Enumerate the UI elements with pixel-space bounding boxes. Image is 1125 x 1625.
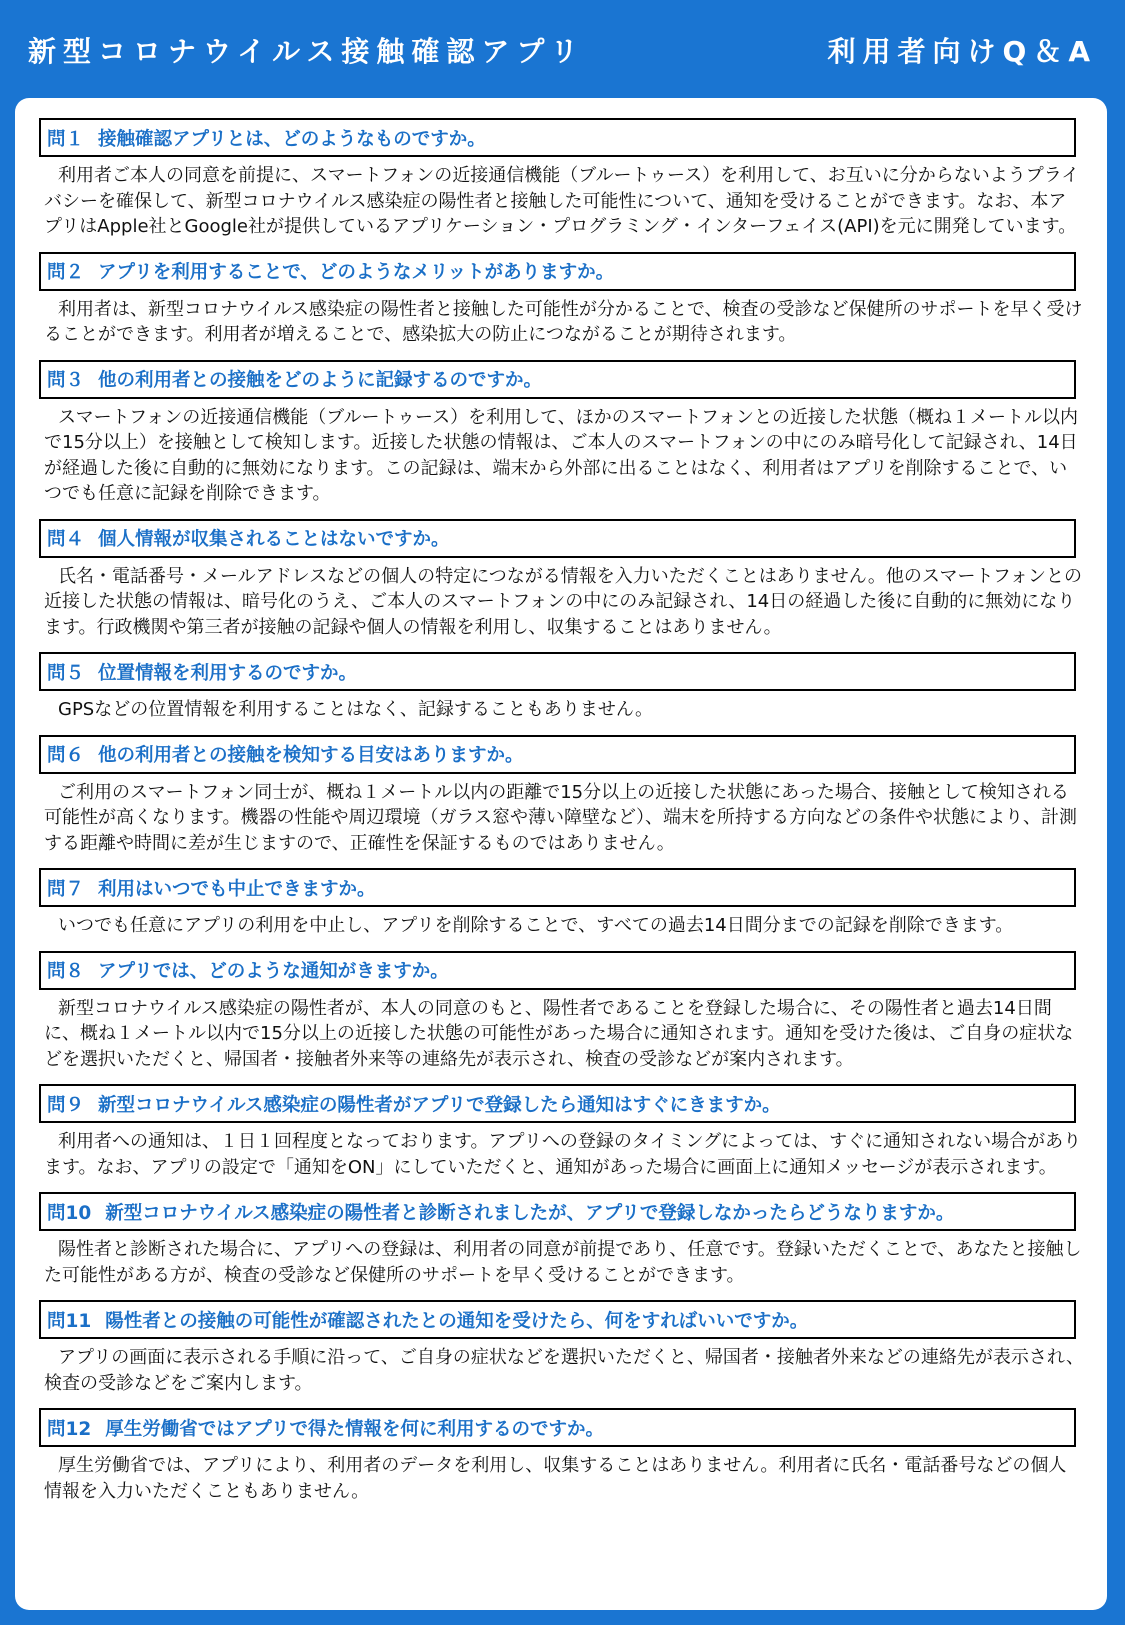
question-number: 問５ xyxy=(47,662,85,684)
question-number: 問３ xyxy=(47,370,85,391)
answer-text: 利用者への通知は、１日１回程度となっております。アプリへの登録のタイミングによっては、すぐに通知されない場合があります。なお、アプリの設定で「通知をON」にしていただくと、通知があった場合に画面上に通知メッセージが表示されます。 xyxy=(44,1131,1082,1178)
answer-text: いつでも任意にアプリの利用を中止し、アプリを削除することで、すべての過去14日間分までの記録を削除できます。 xyxy=(58,915,1014,936)
question-number: 問９ xyxy=(47,1094,85,1116)
page-title: 新型コロナウイルス接触確認アプリ xyxy=(28,35,586,68)
question-box xyxy=(39,868,1076,907)
question-number: 問10 xyxy=(47,1202,92,1224)
answer-text: 厚生労働省では、アプリにより、利用者のデータを利用し、収集することはありません。利用者に氏名・電話番号などの個人情報を入力いただくこともありません。 xyxy=(44,1455,1067,1502)
question-box xyxy=(39,951,1076,990)
qa-item xyxy=(39,868,1076,939)
answer-text: アプリの画面に表示される手順に沿って、ご自身の症状などを選択いただくと、帰国者・接触者外来などの連絡先が表示され、検査の受診などをご案内します。 xyxy=(44,1347,1084,1394)
question-text: 新型コロナウイルス感染症の陽性者がアプリで登録したら通知はすぐにきますか。 xyxy=(98,1094,781,1116)
qa-item xyxy=(39,360,1076,507)
question-number: 問７ xyxy=(47,878,85,900)
qa-item xyxy=(39,652,1076,723)
question-text: 個人情報が収集されることはないですか。 xyxy=(98,529,450,550)
question-number: 問12 xyxy=(47,1418,92,1440)
question-box xyxy=(39,519,1076,558)
question-text: アプリを利用することで、どのようなメリットがありますか。 xyxy=(98,262,615,283)
question-text: 接触確認アプリとは、どのようなものですか。 xyxy=(98,128,486,150)
question-number: 問２ xyxy=(47,262,85,283)
question-box xyxy=(39,252,1076,291)
question-number: 問11 xyxy=(47,1310,92,1332)
answer-text: GPSなどの位置情報を利用することはなく、記録することもありません。 xyxy=(58,699,653,720)
question-text: 新型コロナウイルス感染症の陽性者と診断されましたが、アプリで登録しなかったらどうなりますか。 xyxy=(105,1202,955,1224)
question-box xyxy=(39,118,1076,157)
question-text: 他の利用者との接触をどのように記録するのですか。 xyxy=(98,370,543,391)
question-box xyxy=(39,1192,1076,1231)
qa-item xyxy=(39,1300,1084,1396)
qa-item xyxy=(39,1084,1082,1180)
qa-item xyxy=(39,735,1076,857)
question-box xyxy=(39,652,1076,691)
question-text: 陽性者との接触の可能性が確認されたとの通知を受けたら、何をすればいいですか。 xyxy=(105,1310,809,1332)
question-number: 問１ xyxy=(47,128,85,150)
qa-item xyxy=(39,1192,1082,1288)
question-box xyxy=(39,735,1076,774)
qa-item xyxy=(39,118,1080,240)
question-number: 問８ xyxy=(47,961,85,982)
question-box xyxy=(39,360,1076,399)
question-text: 位置情報を利用するのですか。 xyxy=(98,662,358,684)
question-text: 厚生労働省ではアプリで得た情報を何に利用するのですか。 xyxy=(105,1418,605,1440)
question-box xyxy=(39,1300,1076,1339)
question-number: 問４ xyxy=(47,529,85,550)
question-box xyxy=(39,1084,1076,1123)
qa-item xyxy=(39,951,1076,1073)
answer-text: 利用者ご本人の同意を前提に、スマートフォンの近接通信機能（ブルートゥース）を利用して、お互いに分からないようプライバシーを確保して、新型コロナウイルス感染症の陽性者と接触した可能性について、通知を受けることができます。なお、本アプリはApple社とGoogle社が提供しているアプリケーション・プログラミング・インターフェイス(API)を元に開発しています。 xyxy=(44,165,1080,237)
question-text: アプリでは、どのような通知がきますか。 xyxy=(98,961,449,982)
answer-text: 新型コロナウイルス感染症の陽性者が、本人の同意のもと、陽性者であることを登録した場合に、その陽性者と過去14日間に、概ね１メートル以内で15分以上の近接した状態の可能性があった場合に通知されます。通知を受けた後は、ご自身の症状などを選択いただくと、帰国者・接触者外来等の連絡先が表示され、検査の受診などが案内されます。 xyxy=(44,997,1074,1070)
qa-item xyxy=(39,1408,1076,1504)
answer-text: ご利用のスマートフォン同士が、概ね１メートル以内の距離で15分以上の近接した状態にあった場合、接触として検知される可能性が高くなります。機器の性能や周辺環境（ガラス窓や薄い障壁など）、端末を所持する方向などの条件や状態により、計測する距離や時間に差が生じますので、正確性を保証するものではありません。 xyxy=(44,781,1078,854)
question-box xyxy=(39,1408,1076,1447)
answer-text: 利用者は、新型コロナウイルス感染症の陽性者と接触した可能性が分かることで、検査の受診など保健所のサポートを早く受けることができます。利用者が増えることで、感染拡大の防止につながることが期待されます。 xyxy=(44,298,1083,345)
answer-text: 陽性者と診断された場合に、アプリへの登録は、利用者の同意が前提であり、任意です。登録いただくことで、あなたと接触した可能性がある方が、検査の受診など保健所のサポートを早く受けることができます。 xyxy=(44,1239,1082,1286)
page-header xyxy=(0,0,1125,98)
qa-panel xyxy=(15,98,1107,1610)
answer-text: 氏名・電話番号・メールアドレスなどの個人の特定につながる情報を入力いただくことはありません。他のスマートフォンとの近接した状態の情報は、暗号化のうえ、ご本人のスマートフォンの中にのみ記録され、14日の経過した後に自動的に無効になります。行政機関や第三者が接触の記録や個人の情報を利用し、収集することはありません。 xyxy=(44,565,1083,638)
page-subtitle: 利用者向けQ＆A xyxy=(827,35,1097,68)
question-number: 問６ xyxy=(47,745,85,766)
question-text: 利用はいつでも中止できますか。 xyxy=(98,878,376,900)
question-text: 他の利用者との接触を検知する目安はありますか。 xyxy=(98,745,524,766)
qa-item xyxy=(39,519,1083,641)
qa-item xyxy=(39,252,1083,348)
answer-text: スマートフォンの近接通信機能（ブルートゥース）を利用して、ほかのスマートフォンとの近接した状態（概ね１メートル以内で15分以上）を接触として検知します。近接した状態の情報は、ご本人のスマートフォンの中にのみ暗号化して記録され、14日が経過した後に自動的に無効になります。この記録は、端末から外部に出ることはなく、利用者はアプリを削除することで、いつでも任意に記録を削除できます。 xyxy=(44,406,1078,504)
